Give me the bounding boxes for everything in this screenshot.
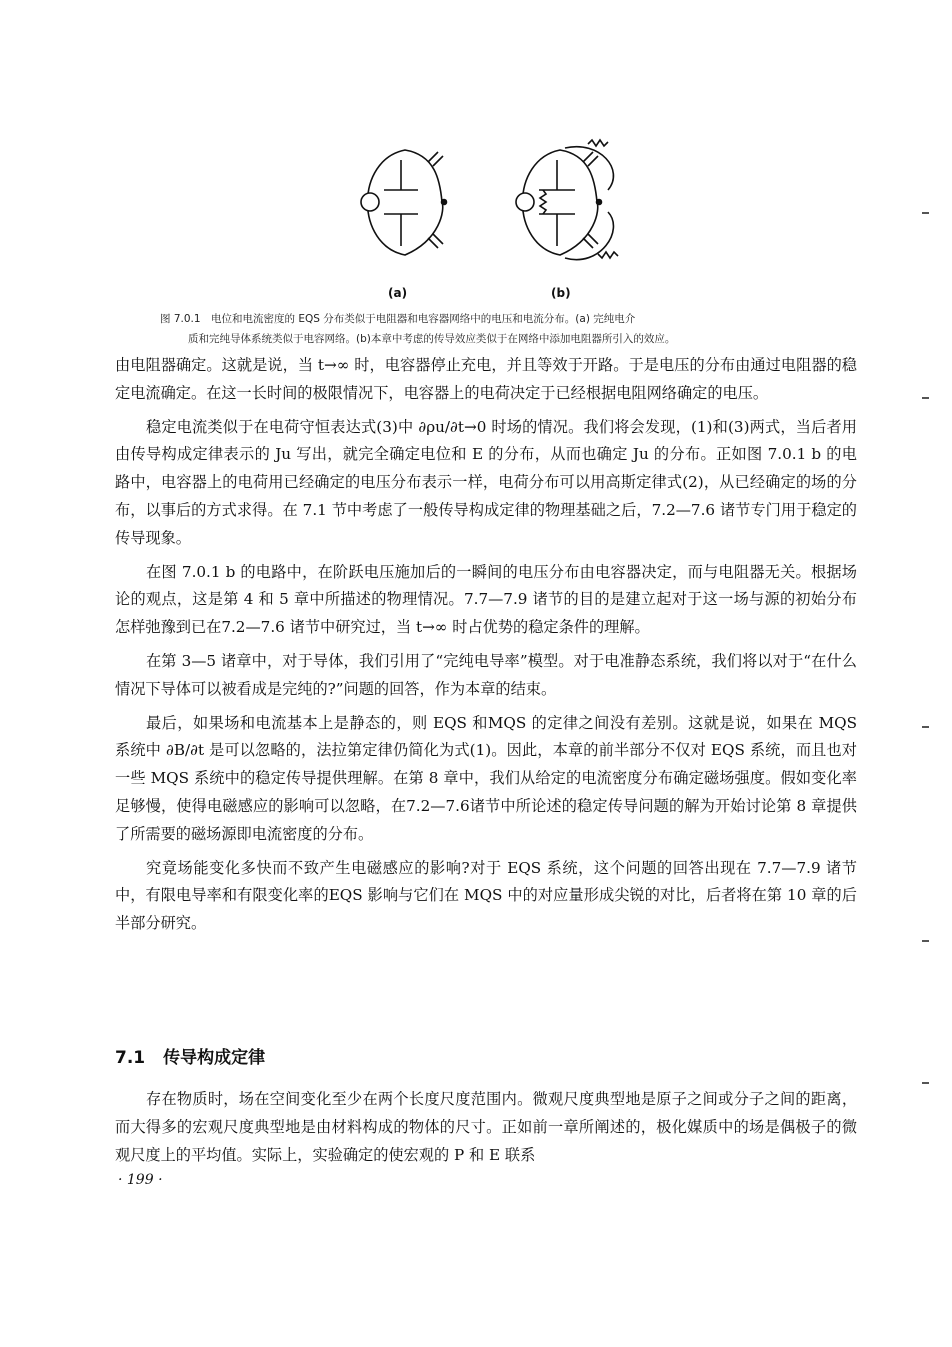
body-text [115,352,857,944]
section-title: 传导构成定律 [163,1048,266,1068]
paragraph-4: 在第 3—5 诸章中，对于导体，我们引用了“完纯电导率”模型。对于电准静态系统，我们将以对于“在什么情况下导体可以被看成是完纯的?”问题的回答，作为本章的结束。 [115,651,857,698]
margin-mark [922,940,929,942]
section-text [115,1086,857,1169]
margin-mark [922,397,929,399]
paragraph-1: 由电阻器确定。这就是说，当 t→∞ 时，电容器停止充电，并且等效于开路。于是电压的分布由通过电阻器的稳定电流确定。在这一长时间的极限情况下，电容器上的电荷决定于已经根据电阻网络确定的电压。 [115,356,857,402]
figure-label-b: (b) [551,286,571,300]
figure-a-source [361,193,379,211]
margin-mark [922,726,929,728]
caption-line-2: 质和完纯导体系统类似于电容网络。(b)本章中考虑的传导效应类似于在网络中添加电阻器所引入的效应。 [188,333,676,345]
circuit-figure [340,130,640,305]
caption-line-1: 图 7.0.1 电位和电流密度的 EQS 分布类似于电阻器和电容器网络中的电压和电流分布。(a) 完纯电介 [160,313,636,325]
section-number: 7.1 [115,1048,146,1068]
paragraph-5: 最后，如果场和电流基本上是静态的，则 EQS 和MQS 的定律之间没有差别。这就是说，如果在 MQS 系统中 ∂B/∂t 是可以忽略的，法拉第定律仍简化为式(1)。因此，本章的前半部分不仅对 EQS 系统，而且也对一些 MQS 系统中的稳定传导提供理解。在第 8 章中，我们从给定的电流密度分布确定磁场强度。假如变化率足够慢，使得电磁感应的影响可以忽略，在7.2—7.6诸节中所论述的稳定传导问题的解为开始讨论第 8 章提供了所需要的磁场源即电流密度的分布。 [115,713,857,843]
margin-mark [922,212,929,214]
figure-b-source [516,193,534,211]
margin-mark [922,1082,929,1084]
paragraph-3: 在图 7.0.1 b 的电路中，在阶跃电压施加后的一瞬间的电压分布由电容器决定，而与电阻器无关。根据场论的观点，这是第 4 和 5 章中所描述的物理情况。7.7—7.9 诸节的目的是建立起对于这一场与源的初始分布怎样弛豫到已在7.2—7.6 诸节中研究过，当 t→∞ 时占优势的稳定条件的理解。 [115,562,857,637]
figure-caption [160,309,830,349]
page-number: · 199 · [118,1172,163,1188]
paragraph-2: 稳定电流类似于在电荷守恒表达式(3)中 ∂ρu/∂t→0 时场的情况。我们将会发现，(1)和(3)两式，当后者用由传导构成定律表示的 Ju 写出，就完全确定电位和 E 的分布，从而也确定 Ju 的分布。正如图 7.0.1 b 的电路中，电容器上的电荷用已经确定的电压分布表示一样，电荷分布可以用高斯定律式(2)，从已经确定的场的分布，以事后的方式求得。在 7.1 节中考虑了一般传导构成定律的物理基础之后，7.2—7.6 诸节专门用于稳定的传导现象。 [115,417,857,547]
section-paragraph-1: 存在物质时，场在空间变化至少在两个长度尺度范围内。微观尺度典型地是原子之间或分子之间的距离，而大得多的宏观尺度典型地是由材料构成的物体的尺寸。正如前一章所阐述的，极化媒质中的场是偶极子的微观尺度上的平均值。实际上，实验确定的使宏观的 P 和 E 联系 [115,1090,857,1164]
section-heading [115,1043,265,1068]
paragraph-6: 究竟场能变化多快而不致产生电磁感应的影响?对于 EQS 系统，这个问题的回答出现在 7.7—7.9 诸节中，有限电导率和有限变化率的EQS 影响与它们在 MQS 中的对应量形成尖锐的对比，后者将在第 10 章的后半部分研究。 [115,858,857,933]
figure-label-a: (a) [388,286,408,300]
figure-b-resistor-center [540,190,546,214]
